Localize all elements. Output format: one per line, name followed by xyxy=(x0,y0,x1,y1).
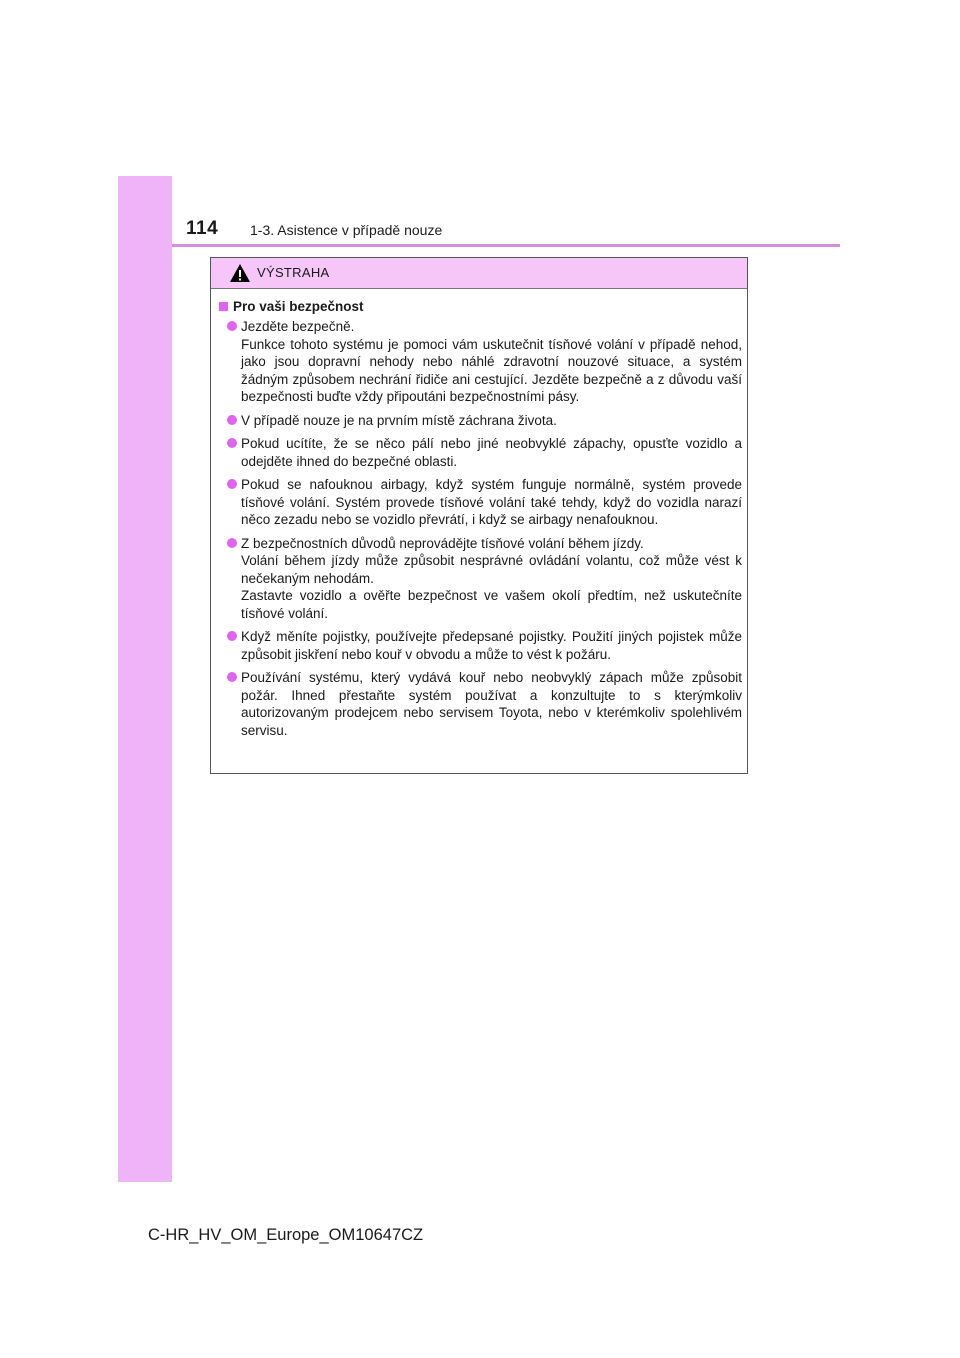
subsection-heading xyxy=(219,299,742,314)
bullet-dot-icon xyxy=(227,631,237,641)
warning-box xyxy=(210,257,748,774)
list-item xyxy=(219,318,742,406)
bullet-dot-icon xyxy=(227,321,237,331)
document-code: C-HR_HV_OM_Europe_OM10647CZ xyxy=(148,1226,424,1244)
list-item xyxy=(219,535,742,623)
item-text: Pokud ucítíte, že se něco pálí nebo jiné neobvyklé zápachy, opusťte vozidlo a odejděte ihned do bezpečné oblasti. xyxy=(241,436,742,469)
warning-title: VÝSTRAHA xyxy=(257,265,330,280)
bullet-dot-icon xyxy=(227,672,237,682)
warning-header xyxy=(211,258,747,289)
item-text: Pokud se nafouknou airbagy, když systém funguje normálně, systém provede tísňové volání. Systém provede tísňové volání také tehdy, když do vozidla narazí něco zezadu nebo se vozidlo převrátí, i když se airbagy nenafouknou. xyxy=(241,477,742,527)
warning-triangle-icon xyxy=(229,263,251,283)
item-text: V případě nouze je na prvním místě záchrana života. xyxy=(241,412,557,428)
bullet-dot-icon xyxy=(227,438,237,448)
list-item xyxy=(219,476,742,529)
list-item xyxy=(219,412,742,430)
chapter-side-tab xyxy=(118,176,172,1182)
warning-body xyxy=(211,289,747,739)
warning-list xyxy=(219,318,742,739)
item-text: Zastavte vozidlo a ověřte bezpečnost ve vašem okolí předtím, než uskutečníte tísňové volání. xyxy=(241,588,742,621)
item-text: Když měníte pojistky, používejte předepsané pojistky. Použití jiných pojistek může způsobit jiskření nebo kouř v obvodu a může to vést k požáru. xyxy=(241,629,742,662)
item-text: Volání během jízdy může způsobit nesprávné ovládání volantu, což může vést k nečekaným nehodám. xyxy=(241,553,742,586)
list-item xyxy=(219,628,742,663)
item-text: Z bezpečnostních důvodů neprovádějte tísňové volání během jízdy. xyxy=(241,535,644,551)
bullet-dot-icon xyxy=(227,479,237,489)
section-title: 1-3. Asistence v případě nouze xyxy=(250,222,443,238)
bullet-dot-icon xyxy=(227,538,237,548)
subsection-title: Pro vaši bezpečnost xyxy=(233,299,364,314)
header-divider xyxy=(172,244,840,247)
square-bullet-icon xyxy=(219,302,228,311)
item-text: Jezděte bezpečně. xyxy=(241,319,355,334)
bullet-dot-icon xyxy=(227,415,237,425)
list-item xyxy=(219,669,742,739)
page-number: 114 xyxy=(186,218,219,239)
item-text: Funkce tohoto systému je pomoci vám uskutečnit tísňové volání v případě nehod, jako jsou dopravní nehody nebo náhlé zdravotní nouzové situace, a systém žádným způsobem nechrání řidiče ani cestující. Jezděte bezpečně a z důvodu vaší bezpečnosti buďte vždy připoutáni bezpečnostními pásy. xyxy=(241,336,742,404)
item-text: Používání systému, který vydává kouř nebo neobvyklý zápach může způsobit požár. Ihned přestaňte systém používat a konzultujte to s kterýmkoliv autorizovaným prodejcem nebo servisem Toyota, nebo v kterémkoliv spolehlivém servisu. xyxy=(241,670,742,738)
list-item xyxy=(219,435,742,470)
